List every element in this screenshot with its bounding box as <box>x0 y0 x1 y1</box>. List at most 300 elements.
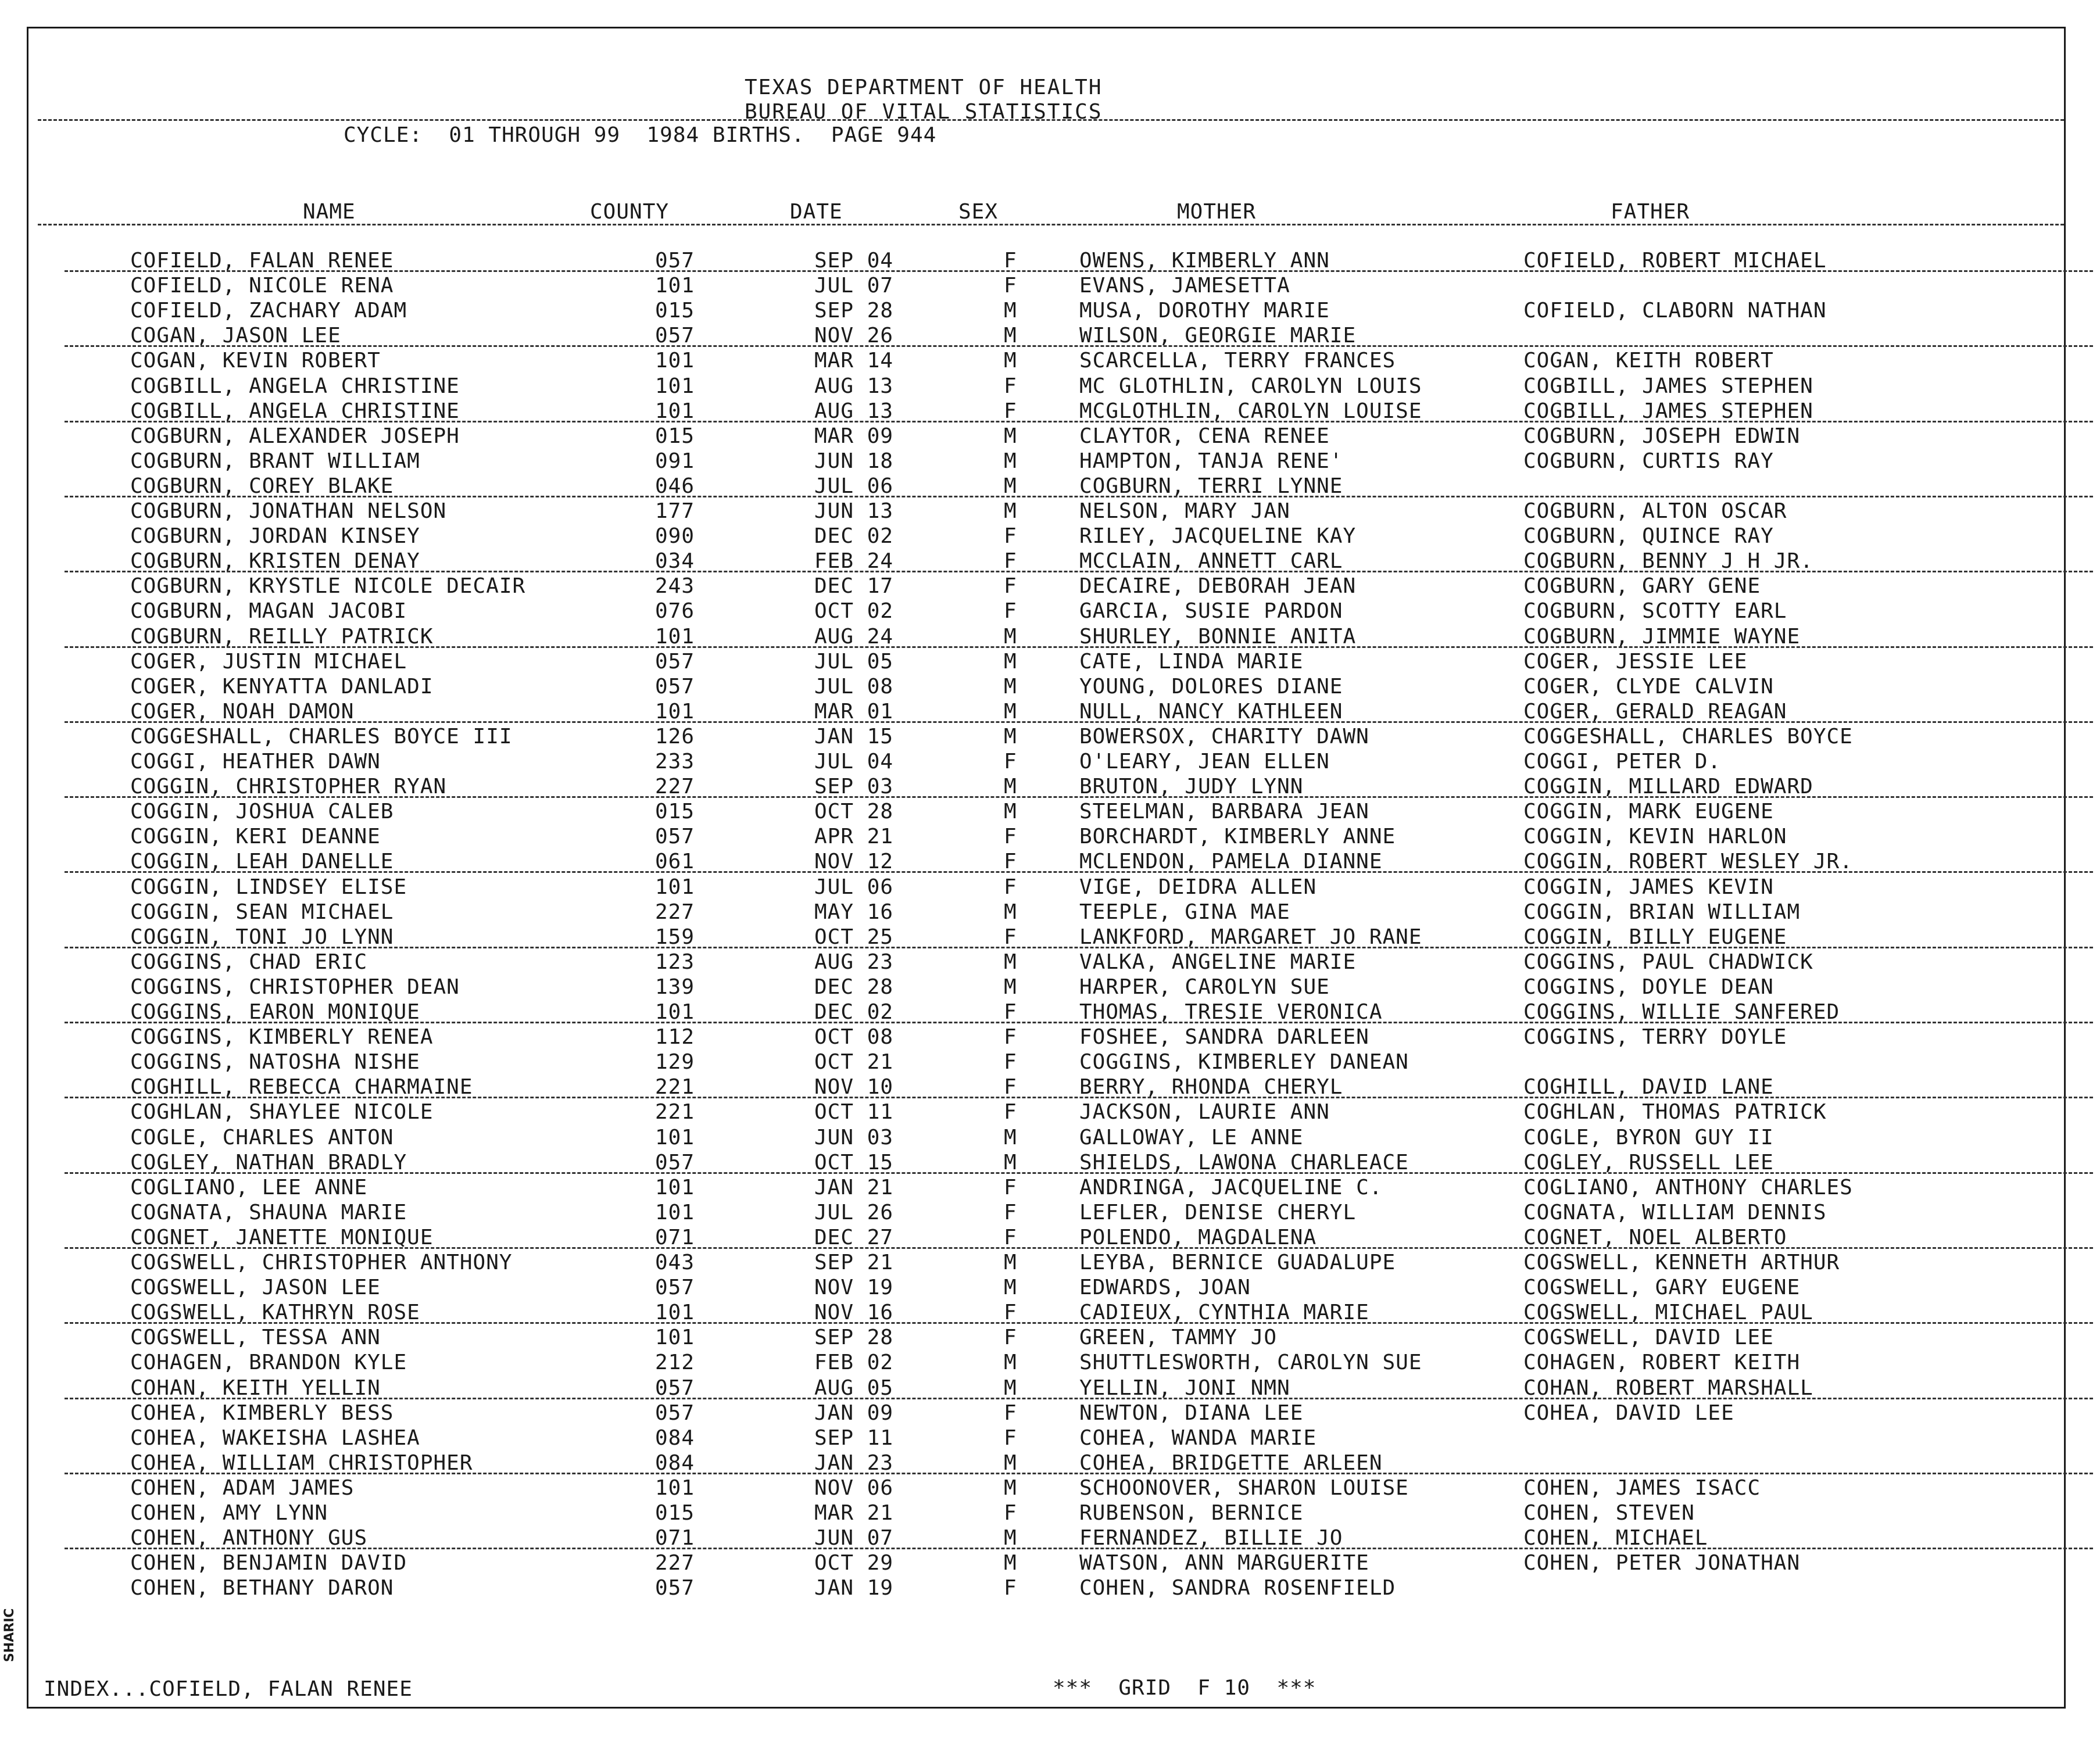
cell-sex: F <box>1004 1050 1017 1075</box>
cell-sex: F <box>1004 399 1017 423</box>
cell-county: 057 <box>655 674 695 699</box>
index-footer: INDEX...COFIELD, FALAN RENEE <box>44 1677 413 1701</box>
cell-county: 159 <box>655 925 695 949</box>
cell-name: COHEN, BENJAMIN DAVID <box>130 1551 407 1575</box>
cell-father: COGHLAN, THOMAS PATRICK <box>1523 1100 1827 1125</box>
cell-mother: LEYBA, BERNICE GUADALUPE <box>1079 1251 1396 1274</box>
cell-mother: JACKSON, LAURIE ANN <box>1079 1100 1330 1125</box>
row-separator <box>65 947 2093 948</box>
cell-name: COGLIANO, LEE ANNE <box>130 1175 368 1199</box>
cell-mother: ANDRINGA, JACQUELINE C. <box>1079 1175 1383 1199</box>
cell-name: COGGIN, SEAN MICHAEL <box>130 900 394 924</box>
cell-mother: TEEPLE, GINA MAE <box>1079 900 1290 924</box>
cell-county: 112 <box>655 1025 695 1050</box>
cell-sex: F <box>1004 750 1017 773</box>
cell-father: COGGIN, JAMES KEVIN <box>1523 875 1774 899</box>
cell-date: JUN 03 <box>814 1125 894 1149</box>
cell-sex: F <box>1004 1075 1017 1100</box>
cell-mother: THOMAS, TRESIE VERONICA <box>1079 1000 1383 1024</box>
cell-county: 091 <box>655 449 695 473</box>
header-rule <box>38 119 2064 121</box>
cell-mother: RILEY, JACQUELINE KAY <box>1079 524 1357 549</box>
cell-date: OCT 08 <box>814 1025 894 1050</box>
cell-mother: FERNANDEZ, BILLIE JO <box>1079 1526 1343 1550</box>
cell-father: COGGIN, MILLARD EDWARD <box>1523 775 1813 799</box>
cell-father: COGGIN, BILLY EUGENE <box>1523 925 1787 949</box>
cell-county: 057 <box>655 1150 695 1174</box>
cell-mother: BRUTON, JUDY LYNN <box>1079 775 1304 799</box>
cell-sex: M <box>1004 1551 1017 1575</box>
cell-name: COHAGEN, BRANDON KYLE <box>130 1351 407 1375</box>
table-row <box>28 875 2067 900</box>
cell-date: JUN 13 <box>814 499 894 523</box>
cell-father: COGSWELL, GARY EUGENE <box>1523 1276 1801 1300</box>
cell-name: COGBURN, ALEXANDER JOSEPH <box>130 424 460 448</box>
cell-name: COGBURN, KRYSTLE NICOLE DECAIR <box>130 574 526 599</box>
table-row <box>28 1075 2067 1100</box>
column-header-mother: MOTHER <box>1177 200 1257 224</box>
table-row <box>28 774 2067 799</box>
cell-mother: EVANS, JAMESETTA <box>1079 274 1290 298</box>
cell-date: JUL 07 <box>814 274 894 298</box>
cell-mother: GALLOWAY, LE ANNE <box>1079 1125 1304 1149</box>
cell-county: 243 <box>655 574 695 599</box>
row-separator <box>65 1473 2093 1474</box>
cell-sex: M <box>1004 649 1017 674</box>
cell-name: COGBURN, JORDAN KINSEY <box>130 524 420 549</box>
cell-father: COGBURN, ALTON OSCAR <box>1523 499 1787 523</box>
cell-date: OCT 28 <box>814 800 894 824</box>
cell-mother: COHEA, BRIDGETTE ARLEEN <box>1079 1451 1383 1475</box>
cell-mother: LANKFORD, MARGARET JO RANE <box>1079 925 1422 949</box>
cell-mother: SHUTTLESWORTH, CAROLYN SUE <box>1079 1351 1422 1375</box>
cell-date: SEP 28 <box>814 299 894 323</box>
cell-date: NOV 12 <box>814 850 894 874</box>
table-row <box>28 1575 2067 1600</box>
cell-name: COGHLAN, SHAYLEE NICOLE <box>130 1100 434 1125</box>
table-row <box>28 975 2067 1000</box>
cell-date: AUG 05 <box>814 1376 894 1400</box>
table-row <box>28 1376 2067 1401</box>
table-row <box>28 1125 2067 1150</box>
cell-sex: F <box>1004 1200 1017 1224</box>
cell-mother: MCLENDON, PAMELA DIANNE <box>1079 850 1383 874</box>
cell-name: COGGINS, CHAD ERIC <box>130 950 368 974</box>
grid-footer: *** GRID F 10 *** <box>1053 1676 1316 1700</box>
cell-date: JAN 23 <box>814 1451 894 1475</box>
row-separator <box>65 796 2093 798</box>
cell-name: COGGINS, EARON MONIQUE <box>130 1000 420 1024</box>
cell-father: COHEN, JAMES ISACC <box>1523 1476 1761 1500</box>
cell-name: COGSWELL, KATHRYN ROSE <box>130 1301 420 1325</box>
cell-county: 061 <box>655 850 695 874</box>
column-header-sex: SEX <box>958 200 999 224</box>
cell-name: COGNATA, SHAUNA MARIE <box>130 1200 407 1224</box>
cell-date: OCT 29 <box>814 1551 894 1575</box>
table-row <box>28 1501 2067 1525</box>
cell-mother: FOSHEE, SANDRA DARLEEN <box>1079 1025 1369 1050</box>
cell-name: COFIELD, NICOLE RENA <box>130 274 394 298</box>
table-row <box>28 1050 2067 1075</box>
cell-father: COGNET, NOEL ALBERTO <box>1523 1225 1787 1249</box>
cell-date: FEB 24 <box>814 549 894 574</box>
cell-name: COGLE, CHARLES ANTON <box>130 1125 394 1149</box>
cell-name: COGHILL, REBECCA CHARMAINE <box>130 1075 473 1100</box>
cell-date: JUL 05 <box>814 649 894 674</box>
cell-county: 101 <box>655 374 695 398</box>
cell-date: SEP 21 <box>814 1251 894 1274</box>
cell-father: COGGIN, KEVIN HARLON <box>1523 825 1787 849</box>
cell-county: 057 <box>655 825 695 849</box>
cell-date: JAN 09 <box>814 1401 894 1425</box>
cell-county: 101 <box>655 1301 695 1325</box>
cell-date: MAR 21 <box>814 1501 894 1525</box>
cell-name: COGAN, JASON LEE <box>130 324 341 348</box>
cell-mother: POLENDO, MAGDALENA <box>1079 1225 1317 1249</box>
cell-sex: M <box>1004 950 1017 974</box>
cell-sex: F <box>1004 1326 1017 1350</box>
cell-county: 101 <box>655 349 695 373</box>
cell-father: COGAN, KEITH ROBERT <box>1523 349 1774 373</box>
cell-mother: EDWARDS, JOAN <box>1079 1276 1251 1300</box>
cell-date: APR 21 <box>814 825 894 849</box>
cell-father: COGSWELL, KENNETH ARTHUR <box>1523 1251 1840 1274</box>
cell-sex: M <box>1004 624 1017 649</box>
cell-name: COGGIN, JOSHUA CALEB <box>130 800 394 824</box>
cell-sex: M <box>1004 1526 1017 1550</box>
cell-county: 090 <box>655 524 695 549</box>
cell-sex: M <box>1004 1476 1017 1500</box>
table-row <box>28 1550 2067 1575</box>
table-row <box>28 1275 2067 1300</box>
cell-mother: WILSON, GEORGIE MARIE <box>1079 324 1357 348</box>
cell-name: COGGINS, KIMBERLY RENEA <box>130 1025 434 1050</box>
cell-date: SEP 03 <box>814 775 894 799</box>
table-row <box>28 724 2067 749</box>
cell-name: COFIELD, FALAN RENEE <box>130 249 394 273</box>
row-separator <box>65 496 2093 497</box>
cell-mother: HARPER, CAROLYN SUE <box>1079 975 1330 999</box>
cell-mother: DECAIRE, DEBORAH JEAN <box>1079 574 1357 599</box>
cell-father: COFIELD, ROBERT MICHAEL <box>1523 249 1827 273</box>
row-separator <box>65 646 2093 648</box>
cell-father: COGBURN, QUINCE RAY <box>1523 524 1774 549</box>
cell-date: DEC 17 <box>814 574 894 599</box>
cell-father: COGSWELL, DAVID LEE <box>1523 1326 1774 1350</box>
cell-date: JUL 04 <box>814 750 894 773</box>
cell-father: COFIELD, CLABORN NATHAN <box>1523 299 1827 323</box>
cell-father: COHAGEN, ROBERT KEITH <box>1523 1351 1801 1375</box>
cell-county: 101 <box>655 1476 695 1500</box>
cell-county: 233 <box>655 750 695 773</box>
cell-father: COGBURN, CURTIS RAY <box>1523 449 1774 473</box>
row-separator <box>65 1548 2093 1549</box>
cell-mother: O'LEARY, JEAN ELLEN <box>1079 750 1330 773</box>
cell-name: COGSWELL, CHRISTOPHER ANTHONY <box>130 1251 513 1274</box>
cycle-line: CYCLE: 01 THROUGH 99 1984 BIRTHS. PAGE 944 <box>344 123 937 147</box>
cell-name: COGBURN, MAGAN JACOBI <box>130 599 407 624</box>
cell-sex: F <box>1004 599 1017 624</box>
table-row <box>28 1300 2067 1325</box>
cell-father: COGBURN, JOSEPH EDWIN <box>1523 424 1801 448</box>
cell-mother: GREEN, TAMMY JO <box>1079 1326 1278 1350</box>
cell-date: DEC 28 <box>814 975 894 999</box>
table-row <box>28 248 2067 273</box>
cell-name: COGGIN, LEAH DANELLE <box>130 850 394 874</box>
column-header-date: DATE <box>790 200 843 224</box>
cell-name: COGGINS, NATOSHA NISHE <box>130 1050 420 1075</box>
cell-county: 057 <box>655 1401 695 1425</box>
table-row <box>28 1200 2067 1225</box>
cell-father: COHEN, PETER JONATHAN <box>1523 1551 1801 1575</box>
table-row <box>28 449 2067 474</box>
cell-county: 076 <box>655 599 695 624</box>
cell-name: COGLEY, NATHAN BRADLY <box>130 1150 407 1174</box>
cell-father: COGGI, PETER D. <box>1523 750 1722 773</box>
cell-mother: VIGE, DEIDRA ALLEN <box>1079 875 1317 899</box>
table-row <box>28 1451 2067 1476</box>
cell-county: 071 <box>655 1225 695 1249</box>
cell-date: JUN 18 <box>814 449 894 473</box>
cell-sex: M <box>1004 1351 1017 1375</box>
cell-sex: M <box>1004 1376 1017 1400</box>
cell-county: 101 <box>655 399 695 423</box>
cell-date: AUG 13 <box>814 374 894 398</box>
table-row <box>28 273 2067 298</box>
table-row <box>28 1426 2067 1451</box>
cell-mother: SCARCELLA, TERRY FRANCES <box>1079 349 1396 373</box>
cell-father: COGGINS, TERRY DOYLE <box>1523 1025 1787 1050</box>
header-title: TEXAS DEPARTMENT OF HEALTH <box>745 76 1103 99</box>
table-row <box>28 1325 2067 1350</box>
table-row <box>28 1225 2067 1250</box>
cell-county: 129 <box>655 1050 695 1075</box>
cell-name: COGER, KENYATTA DANLADI <box>130 674 434 699</box>
cell-date: JUL 26 <box>814 1200 894 1224</box>
cell-mother: NULL, NANCY KATHLEEN <box>1079 699 1343 724</box>
cell-sex: F <box>1004 574 1017 599</box>
cell-county: 057 <box>655 1376 695 1400</box>
cell-sex: M <box>1004 724 1017 749</box>
cell-father: COGBURN, BENNY J H JR. <box>1523 549 1813 574</box>
cell-sex: F <box>1004 1401 1017 1425</box>
side-label: SHARIC <box>2 1608 17 1662</box>
table-row <box>28 749 2067 774</box>
cell-father: COHEN, STEVEN <box>1523 1501 1695 1525</box>
cell-father: COHEA, DAVID LEE <box>1523 1401 1734 1425</box>
cell-mother: RUBENSON, BERNICE <box>1079 1501 1304 1525</box>
table-row <box>28 1350 2067 1375</box>
cell-county: 101 <box>655 699 695 724</box>
cell-mother: CLAYTOR, CENA RENEE <box>1079 424 1330 448</box>
cell-sex: M <box>1004 324 1017 348</box>
cell-sex: M <box>1004 775 1017 799</box>
cell-father: COGLIANO, ANTHONY CHARLES <box>1523 1175 1853 1199</box>
row-separator <box>65 1247 2093 1249</box>
cell-county: 177 <box>655 499 695 523</box>
cell-date: DEC 27 <box>814 1225 894 1249</box>
cell-sex: M <box>1004 299 1017 323</box>
cell-name: COGBURN, REILLY PATRICK <box>130 624 434 649</box>
table-row <box>28 499 2067 524</box>
cell-date: JAN 21 <box>814 1175 894 1199</box>
cell-county: 101 <box>655 624 695 649</box>
cell-county: 101 <box>655 274 695 298</box>
cell-mother: BORCHARDT, KIMBERLY ANNE <box>1079 825 1396 849</box>
cell-sex: F <box>1004 249 1017 273</box>
cell-county: 101 <box>655 1175 695 1199</box>
cell-father: COGBURN, SCOTTY EARL <box>1523 599 1787 624</box>
table-row <box>28 524 2067 549</box>
cell-sex: M <box>1004 699 1017 724</box>
column-header-county: COUNTY <box>590 200 670 224</box>
cell-sex: F <box>1004 524 1017 549</box>
cell-name: COHEN, BETHANY DARON <box>130 1576 394 1600</box>
cell-sex: M <box>1004 1276 1017 1300</box>
cell-mother: CADIEUX, CYNTHIA MARIE <box>1079 1301 1369 1325</box>
cell-county: 057 <box>655 1276 695 1300</box>
cell-county: 015 <box>655 424 695 448</box>
table-row <box>28 1476 2067 1501</box>
row-separator <box>65 721 2093 723</box>
cell-mother: OWENS, KIMBERLY ANN <box>1079 249 1330 273</box>
cell-sex: F <box>1004 1576 1017 1600</box>
cell-father: COGGIN, BRIAN WILLIAM <box>1523 900 1801 924</box>
cell-sex: F <box>1004 274 1017 298</box>
table-row <box>28 323 2067 348</box>
cell-mother: YOUNG, DOLORES DIANE <box>1079 674 1343 699</box>
table-row <box>28 674 2067 699</box>
cell-father: COGER, GERALD REAGAN <box>1523 699 1787 724</box>
cell-county: 084 <box>655 1426 695 1450</box>
cell-mother: HAMPTON, TANJA RENE' <box>1079 449 1343 473</box>
cell-sex: M <box>1004 1125 1017 1149</box>
cell-name: COHEN, ADAM JAMES <box>130 1476 355 1500</box>
cell-date: DEC 02 <box>814 1000 894 1024</box>
row-separator <box>65 1398 2093 1399</box>
cell-sex: F <box>1004 850 1017 874</box>
cell-father: COGBURN, GARY GENE <box>1523 574 1761 599</box>
cell-county: 084 <box>655 1451 695 1475</box>
row-separator <box>65 1022 2093 1023</box>
cell-sex: M <box>1004 424 1017 448</box>
cell-sex: M <box>1004 1451 1017 1475</box>
row-separator <box>65 1172 2093 1174</box>
cell-name: COGGI, HEATHER DAWN <box>130 750 381 773</box>
cell-sex: M <box>1004 349 1017 373</box>
cell-father: COGGINS, DOYLE DEAN <box>1523 975 1774 999</box>
cell-father: COGSWELL, MICHAEL PAUL <box>1523 1301 1813 1325</box>
table-row <box>28 824 2067 849</box>
table-row <box>28 950 2067 975</box>
cell-date: AUG 13 <box>814 399 894 423</box>
cell-father: COGGINS, WILLIE SANFERED <box>1523 1000 1840 1024</box>
cell-name: COHEA, WAKEISHA LASHEA <box>130 1426 420 1450</box>
cell-name: COHAN, KEITH YELLIN <box>130 1376 381 1400</box>
cell-name: COGER, JUSTIN MICHAEL <box>130 649 407 674</box>
row-separator <box>65 871 2093 873</box>
cell-county: 126 <box>655 724 695 749</box>
cell-mother: CATE, LINDA MARIE <box>1079 649 1304 674</box>
cell-date: DEC 02 <box>814 524 894 549</box>
cell-mother: YELLIN, JONI NMN <box>1079 1376 1290 1400</box>
cell-father: COGBILL, JAMES STEPHEN <box>1523 399 1813 423</box>
cell-county: 221 <box>655 1075 695 1100</box>
table-row <box>28 424 2067 449</box>
cell-county: 101 <box>655 1326 695 1350</box>
table-row <box>28 1150 2067 1175</box>
cell-father: COGBILL, JAMES STEPHEN <box>1523 374 1813 398</box>
cell-county: 221 <box>655 1100 695 1125</box>
cell-mother: LEFLER, DENISE CHERYL <box>1079 1200 1357 1224</box>
cell-sex: M <box>1004 800 1017 824</box>
cell-county: 057 <box>655 324 695 348</box>
cell-mother: BERRY, RHONDA CHERYL <box>1079 1075 1343 1100</box>
cell-mother: NELSON, MARY JAN <box>1079 499 1290 523</box>
cell-sex: M <box>1004 1251 1017 1274</box>
table-row <box>28 549 2067 574</box>
cell-sex: F <box>1004 374 1017 398</box>
cell-date: AUG 24 <box>814 624 894 649</box>
cell-mother: WATSON, ANN MARGUERITE <box>1079 1551 1369 1575</box>
cell-mother: BOWERSOX, CHARITY DAWN <box>1079 724 1369 749</box>
cell-county: 227 <box>655 775 695 799</box>
cell-county: 227 <box>655 900 695 924</box>
cell-date: NOV 16 <box>814 1301 894 1325</box>
cell-mother: SHURLEY, BONNIE ANITA <box>1079 624 1357 649</box>
table-row <box>28 474 2067 499</box>
table-row <box>28 649 2067 674</box>
cell-name: COGBURN, COREY BLAKE <box>130 474 394 498</box>
cell-sex: F <box>1004 1426 1017 1450</box>
cell-county: 015 <box>655 1501 695 1525</box>
cell-father: COGGIN, ROBERT WESLEY JR. <box>1523 850 1853 874</box>
cell-date: OCT 21 <box>814 1050 894 1075</box>
cell-mother: COHEA, WANDA MARIE <box>1079 1426 1317 1450</box>
cell-county: 101 <box>655 1200 695 1224</box>
cell-county: 034 <box>655 549 695 574</box>
cell-county: 123 <box>655 950 695 974</box>
table-row <box>28 624 2067 649</box>
cell-father: COGBURN, JIMMIE WAYNE <box>1523 624 1801 649</box>
cell-date: MAY 16 <box>814 900 894 924</box>
cell-mother: COGBURN, TERRI LYNNE <box>1079 474 1343 498</box>
cell-father: COHAN, ROBERT MARSHALL <box>1523 1376 1813 1400</box>
table-row <box>28 1000 2067 1025</box>
cell-sex: F <box>1004 549 1017 574</box>
cell-county: 057 <box>655 1576 695 1600</box>
cell-date: OCT 11 <box>814 1100 894 1125</box>
cell-sex: F <box>1004 925 1017 949</box>
cell-father: COGHILL, DAVID LANE <box>1523 1075 1774 1100</box>
cell-sex: F <box>1004 1175 1017 1199</box>
cell-name: COGBILL, ANGELA CHRISTINE <box>130 399 460 423</box>
cell-name: COGBURN, KRISTEN DENAY <box>130 549 420 574</box>
cell-date: JUN 07 <box>814 1526 894 1550</box>
cell-name: COFIELD, ZACHARY ADAM <box>130 299 407 323</box>
cell-mother: SHIELDS, LAWONA CHARLEACE <box>1079 1150 1409 1174</box>
table-row <box>28 374 2067 399</box>
row-separator <box>65 1097 2093 1098</box>
document-frame <box>27 27 2066 1709</box>
cell-father: COGLE, BYRON GUY II <box>1523 1125 1774 1149</box>
cell-name: COGAN, KEVIN ROBERT <box>130 349 381 373</box>
cell-sex: F <box>1004 1025 1017 1050</box>
cell-mother: STEELMAN, BARBARA JEAN <box>1079 800 1369 824</box>
cell-county: 057 <box>655 649 695 674</box>
cell-name: COGGIN, LINDSEY ELISE <box>130 875 407 899</box>
cell-father: COGER, JESSIE LEE <box>1523 649 1748 674</box>
